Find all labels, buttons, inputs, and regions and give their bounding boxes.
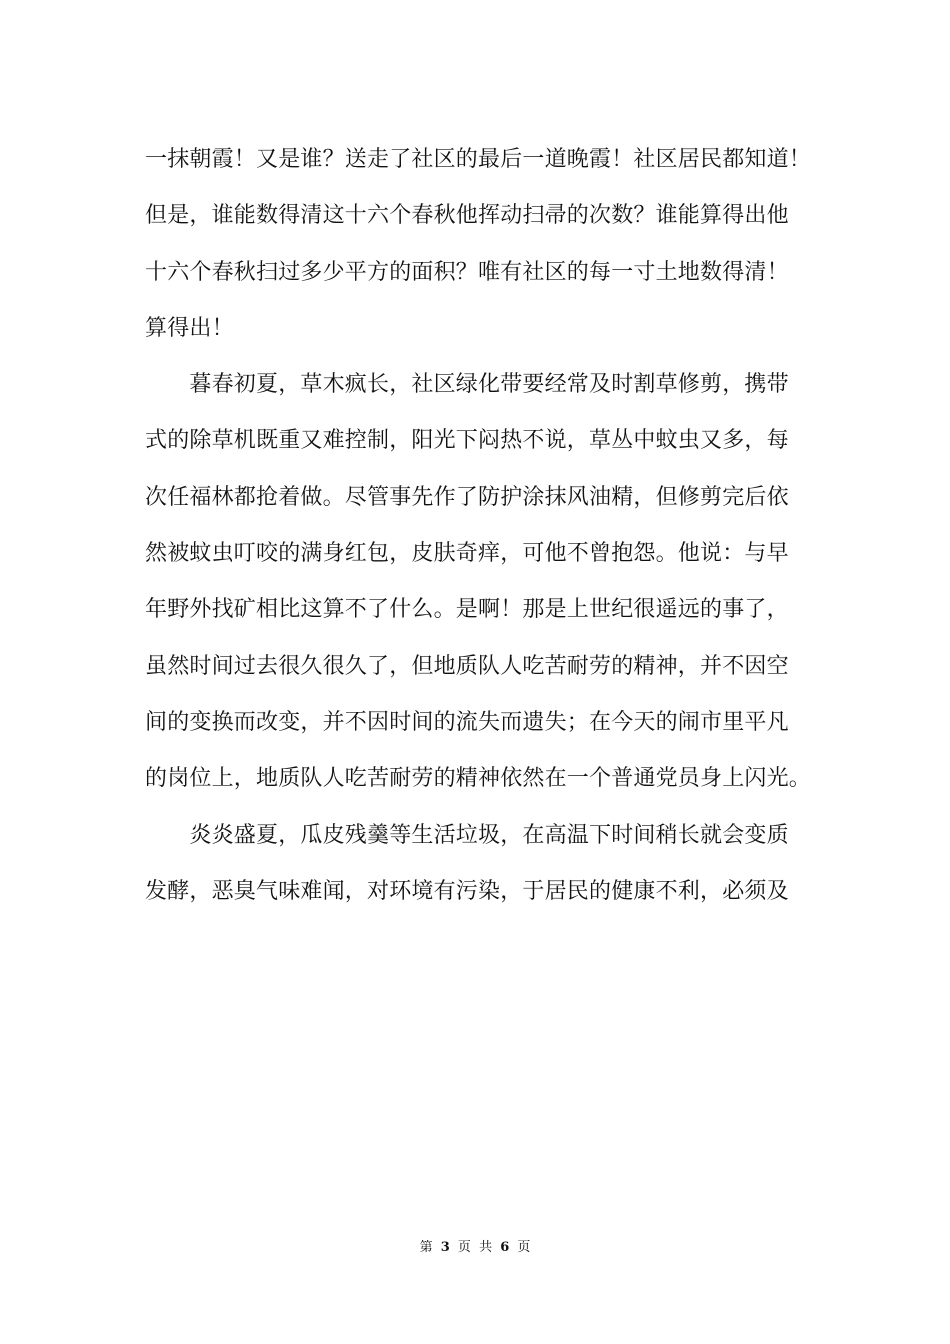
footer-prefix: 第: [419, 1240, 433, 1255]
text-line-10: 虽然时间过去很久很久了，但地质队人吃苦耐劳的精神，并不因空: [145, 653, 789, 679]
footer-total-pages: 6: [500, 1240, 510, 1255]
text-line-11: 间的变换而改变，并不因时间的流失而遗失；在今天的闹市里平凡: [145, 709, 789, 735]
footer-total-word: 共: [479, 1240, 493, 1255]
page-footer: [0, 1236, 950, 1255]
text-line-7: 次任福林都抢着做。尽管事先作了防护涂抹风油精，但修剪完后依: [145, 484, 789, 510]
text-line-3: 十六个春秋扫过多少平方的面积？唯有社区的每一寸土地数得清！: [145, 259, 789, 285]
footer-suffix: 页: [517, 1240, 531, 1255]
text-line-8: 然被蚊虫叮咬的满身红包，皮肤奇痒，可他不曾抱怨。他说：与早: [145, 541, 789, 567]
text-line-14: 发酵，恶臭气味难闻，对环境有污染，于居民的健康不利，必须及: [145, 878, 789, 904]
text-line-13: 炎炎盛夏，瓜皮残羹等生活垃圾，在高温下时间稍长就会变质: [145, 822, 789, 848]
text-line-12: 的岗位上，地质队人吃苦耐劳的精神依然在一个普通党员身上闪光。: [145, 766, 812, 792]
text-line-5: 暮春初夏，草木疯长，社区绿化带要经常及时割草修剪，携带: [145, 372, 789, 398]
footer-page-word: 页: [457, 1240, 471, 1255]
footer-current-page: 3: [440, 1240, 450, 1255]
text-line-9: 年野外找矿相比这算不了什么。是啊！那是上世纪很遥远的事了，: [145, 597, 789, 623]
text-line-6: 式的除草机既重又难控制，阳光下闷热不说，草丛中蚊虫又多，每: [145, 428, 789, 454]
text-line-4: 算得出！: [145, 315, 234, 341]
body-text: [145, 132, 835, 920]
text-line-2: 但是，谁能数得清这十六个春秋他挥动扫帚的次数？谁能算得出他: [145, 203, 789, 229]
text-line-1: 一抹朝霞！又是谁？送走了社区的最后一道晚霞！社区居民都知道！: [145, 147, 812, 172]
